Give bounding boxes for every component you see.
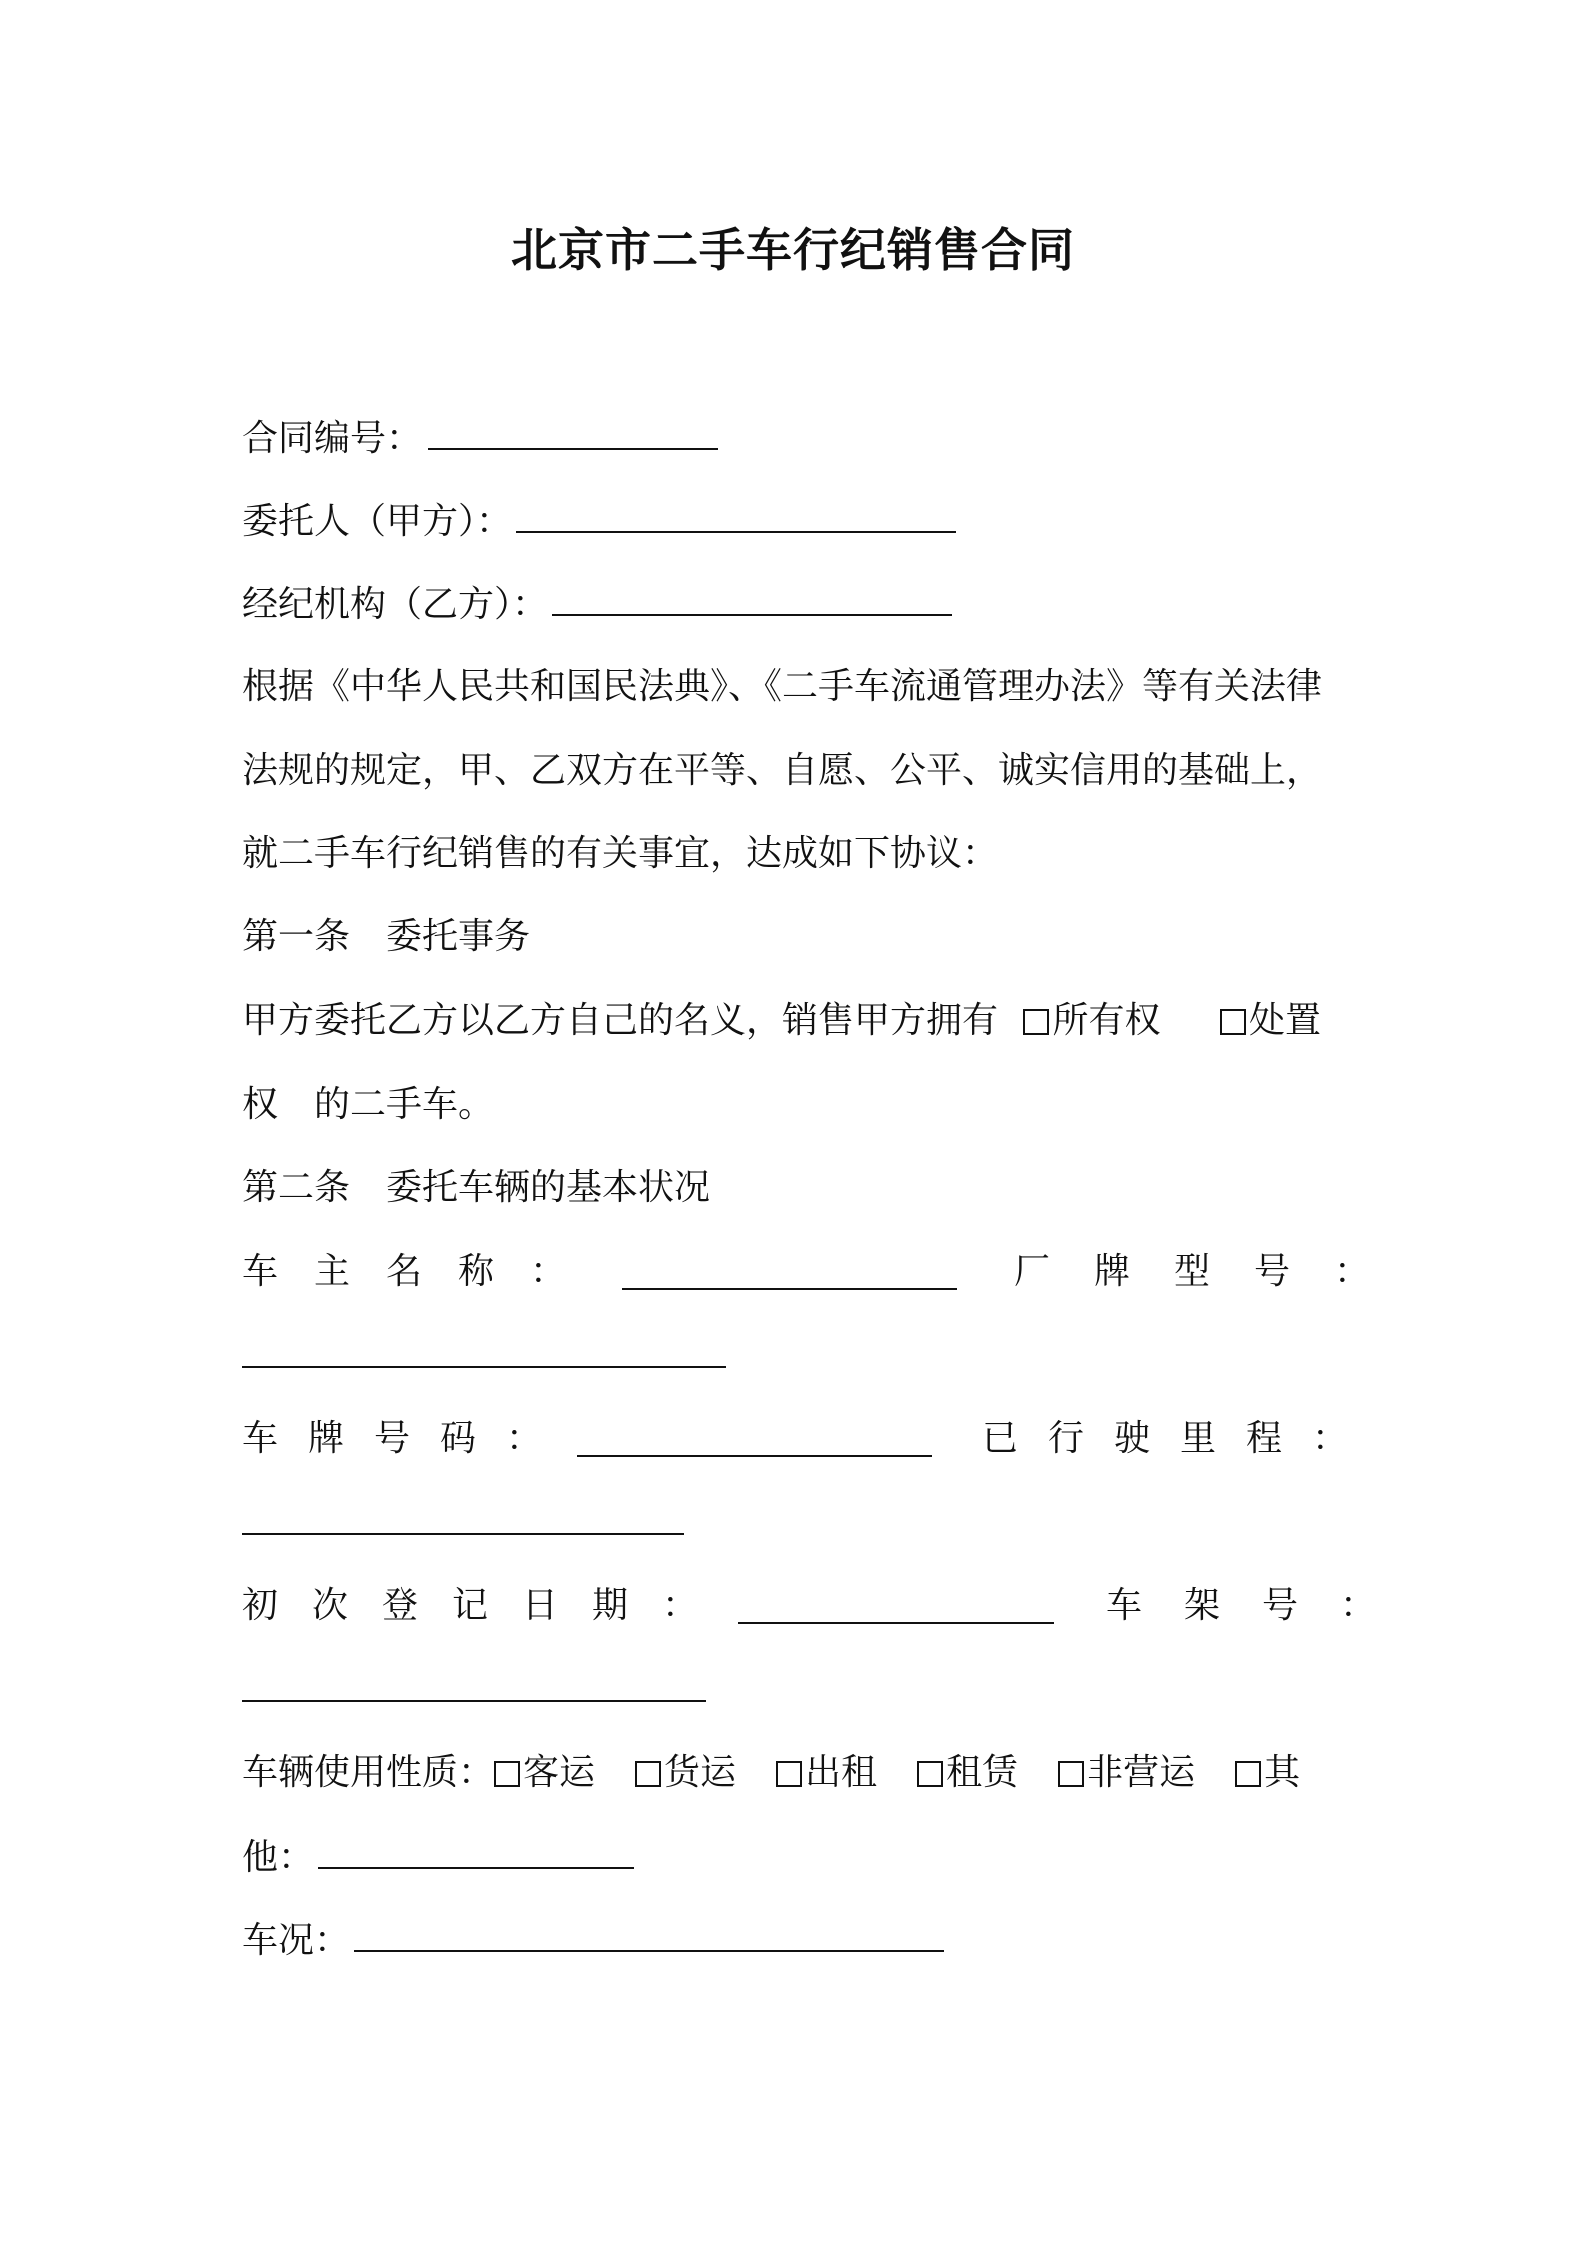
- mileage-blank-row: [242, 1499, 1357, 1548]
- usage-checkbox-leasing[interactable]: [917, 1761, 943, 1787]
- contract-number-row: [242, 414, 1357, 463]
- mileage-blank[interactable]: [242, 1499, 684, 1535]
- plate-number-blank[interactable]: [577, 1421, 932, 1457]
- registration-date-blank[interactable]: [738, 1588, 1054, 1624]
- article1-line-1: [242, 997, 1357, 1045]
- disposal-checkbox[interactable]: [1220, 1009, 1246, 1035]
- usage-row: [242, 1749, 1357, 1797]
- principal-row: [242, 497, 1357, 546]
- agency-label: 经纪机构（乙方）：: [242, 584, 549, 625]
- vin-label: 车架号：: [1106, 1585, 1419, 1626]
- usage-checkbox-non-commercial[interactable]: [1058, 1761, 1084, 1787]
- usage-option-taxi: 出租: [805, 1752, 878, 1793]
- usage-checkbox-other[interactable]: [1235, 1761, 1261, 1787]
- condition-blank[interactable]: [354, 1916, 944, 1952]
- owner-name-label: 车主名称：: [242, 1251, 603, 1292]
- principal-blank[interactable]: [516, 497, 956, 533]
- article1-heading: 第一条 委托事务: [242, 916, 531, 957]
- owner-name-blank[interactable]: [622, 1254, 957, 1290]
- usage-label: 车辆使用性质：: [242, 1752, 495, 1793]
- ownership-checkbox[interactable]: [1023, 1009, 1049, 1035]
- model-blank-row: [242, 1332, 1357, 1381]
- usage-option-leasing: 租赁: [946, 1752, 1019, 1793]
- mileage-label: 已行驶里程：: [982, 1418, 1379, 1459]
- usage-option-non-commercial: 非营运: [1087, 1752, 1196, 1793]
- usage-other-blank[interactable]: [318, 1833, 634, 1869]
- plate-number-label: 车牌号码：: [242, 1418, 573, 1459]
- usage-other-row: [242, 1833, 1357, 1882]
- condition-row: [242, 1916, 1357, 1965]
- article1-text: 甲方委托乙方以乙方自己的名义，销售甲方拥有: [242, 1000, 999, 1041]
- intro-line-2: 法规的规定，甲、乙双方在平等、自愿、公平、诚实信用的基础上，: [242, 750, 1323, 791]
- usage-option-other: 其: [1264, 1752, 1301, 1793]
- condition-label: 车况：: [242, 1920, 351, 1961]
- article1-right-suffix: 权: [242, 1084, 279, 1125]
- document-title: 北京市二手车行纪销售合同: [511, 223, 1075, 277]
- vin-blank[interactable]: [242, 1666, 706, 1702]
- article1-line-2: [242, 1081, 1357, 1129]
- agency-row: [242, 580, 1357, 629]
- contract-number-blank[interactable]: [428, 414, 718, 450]
- usage-checkbox-taxi[interactable]: [776, 1761, 802, 1787]
- intro-line-1: 根据《中华人民共和国民法典》、《二手车流通管理办法》等有关法律: [242, 666, 1323, 707]
- model-blank[interactable]: [242, 1332, 726, 1368]
- model-label: 厂牌型号：: [1014, 1251, 1415, 1292]
- usage-option-freight: 货运: [664, 1752, 737, 1793]
- article1-text-end: 的二手车。: [314, 1084, 495, 1125]
- agency-blank[interactable]: [552, 580, 952, 616]
- ownership-option-label: 所有权: [1052, 1000, 1161, 1041]
- vin-blank-row: [242, 1666, 1357, 1715]
- registration-date-label: 初次登记日期：: [242, 1585, 733, 1626]
- usage-checkbox-passenger[interactable]: [494, 1761, 520, 1787]
- intro-line-3: 就二手车行纪销售的有关事宜，达成如下协议：: [242, 833, 999, 874]
- usage-option-passenger: 客运: [523, 1752, 596, 1793]
- usage-checkbox-freight[interactable]: [635, 1761, 661, 1787]
- usage-other-label: 他：: [242, 1837, 315, 1878]
- article2-heading: 第二条 委托车辆的基本状况: [242, 1167, 711, 1208]
- contract-number-label: 合同编号：: [242, 418, 423, 459]
- principal-label: 委托人（甲方）：: [242, 501, 513, 542]
- disposal-option-label: 处置: [1248, 1000, 1321, 1041]
